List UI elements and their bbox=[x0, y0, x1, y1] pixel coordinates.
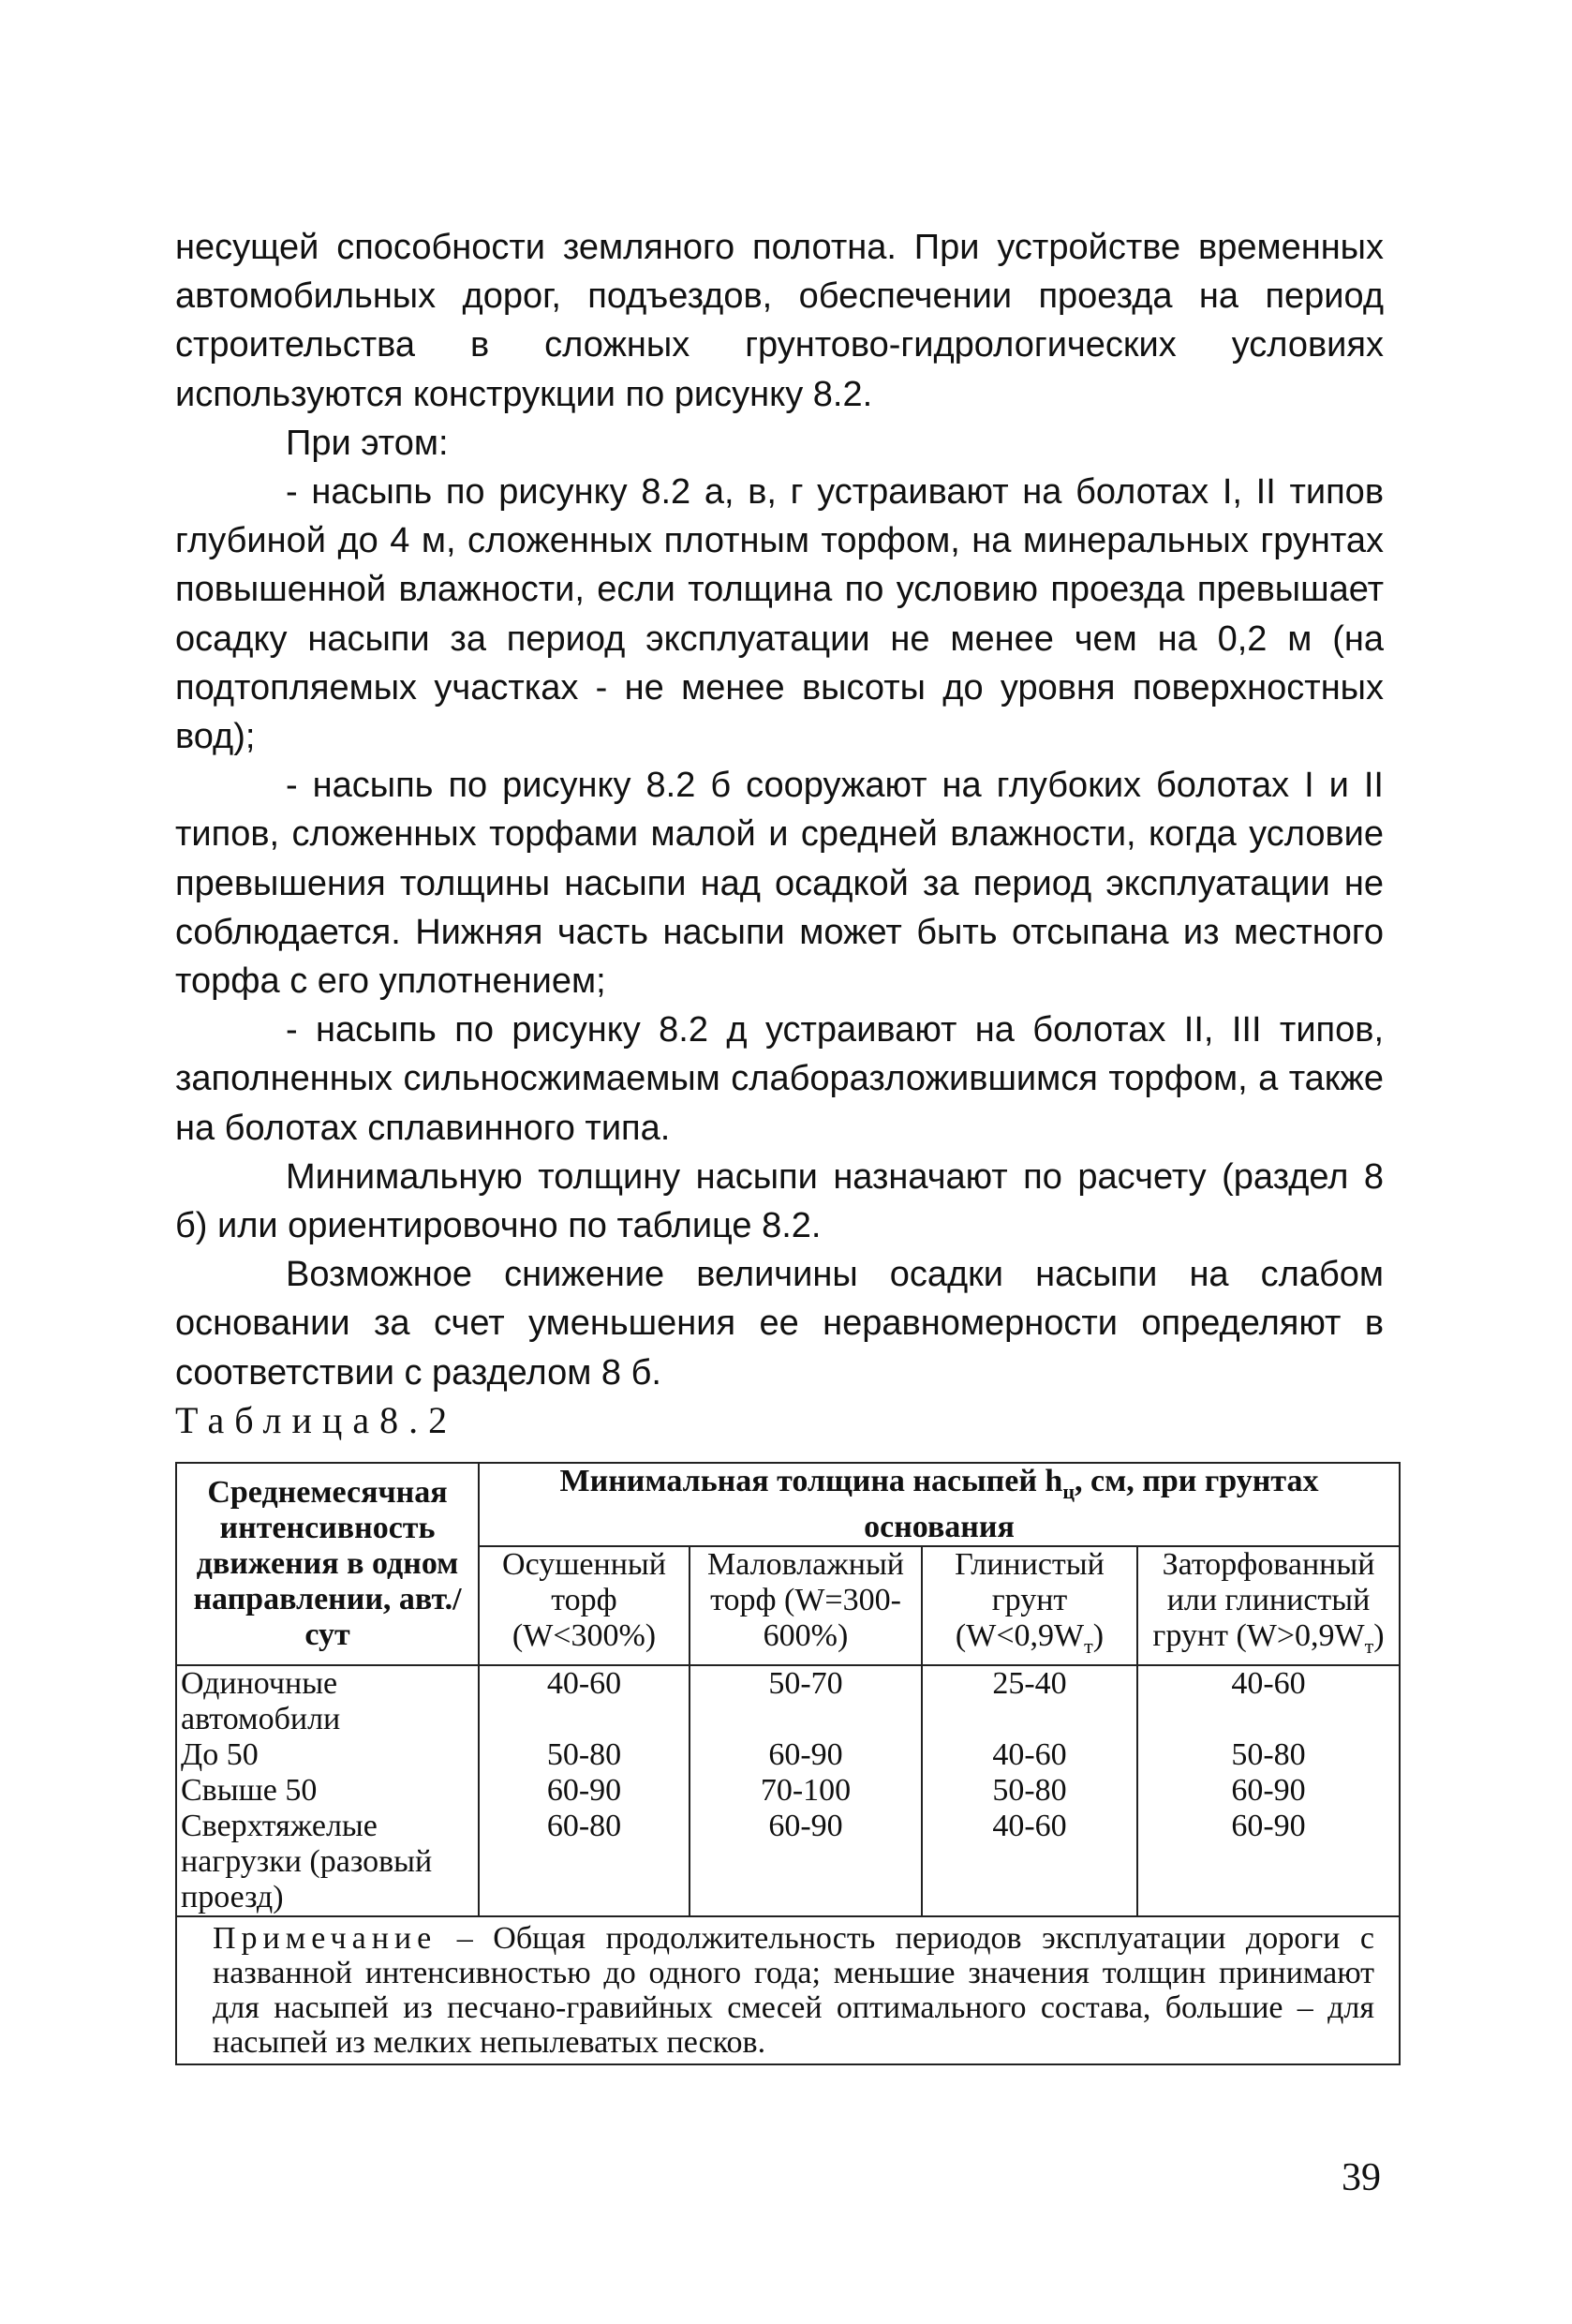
row-header-cell bbox=[176, 1463, 479, 1665]
col-header-clay-soil bbox=[922, 1546, 1137, 1665]
paragraph: Минимальную толщину насыпи назначают по расчету (раздел 8 б) или ориентировочно по таблице 8.2. bbox=[175, 1156, 1384, 1246]
paragraph: - насыпь по рисунку 8.2 б сооружают на глубоких болотах I и II типов, сложенных торфами малой и средней влажности, когда условие превышения толщины насыпи над осадкой за период эксплуатации не соблюдается. Нижняя часть насыпи может быть отсыпана из местного торфа с его уплотнением; bbox=[175, 766, 1384, 1002]
table-note bbox=[176, 1916, 1400, 2064]
table-cell: 40-60 bbox=[1231, 1665, 1306, 1701]
table-cell: 60-90 bbox=[768, 1808, 843, 1843]
group-header-tail: , см, при грунтах основания bbox=[864, 1464, 1319, 1544]
col-header-sub: т bbox=[1364, 1633, 1374, 1658]
table-cell: 60-90 bbox=[1231, 1808, 1306, 1843]
table-body-row bbox=[176, 1665, 1400, 1916]
table-cell-spacer bbox=[694, 1702, 917, 1737]
body-text bbox=[175, 223, 1384, 1397]
group-header-text: Минимальная толщина насыпей h bbox=[559, 1464, 1063, 1498]
table-cell: 40-60 bbox=[546, 1665, 622, 1701]
table-cell: 50-80 bbox=[992, 1772, 1067, 1808]
row-label: Одиночные автомобили bbox=[181, 1665, 341, 1736]
row-label: До 50 bbox=[181, 1736, 259, 1772]
table-cell-spacer bbox=[1142, 1702, 1395, 1737]
table-header-row bbox=[176, 1463, 1400, 1546]
values-col3 bbox=[922, 1665, 1137, 1916]
page-number: 39 bbox=[1342, 2156, 1381, 2199]
note-label: Примечание bbox=[213, 1920, 437, 1956]
table-note-row bbox=[176, 1916, 1400, 2064]
table-cell-spacer bbox=[483, 1702, 685, 1737]
table-cell: 50-70 bbox=[768, 1665, 843, 1701]
col-header-text: Глинистый грунт (W<0,9W bbox=[955, 1546, 1105, 1653]
col-header-end: ) bbox=[1373, 1617, 1385, 1653]
table-cell: 25-40 bbox=[992, 1665, 1067, 1701]
row-header-text: Среднемесячная интенсивность движения в одном направлении, авт./сут bbox=[193, 1475, 462, 1652]
col-header-peaty-soil bbox=[1137, 1546, 1400, 1665]
col-header-sub: т bbox=[1084, 1633, 1093, 1658]
table-cell-spacer bbox=[927, 1702, 1133, 1737]
data-table bbox=[175, 1462, 1401, 2065]
col-header-text: Маловлажный торф (W=300-600%) bbox=[707, 1546, 904, 1653]
table-cell: 70-100 bbox=[760, 1772, 852, 1808]
paragraph: При этом: bbox=[286, 423, 449, 463]
table-cell: 40-60 bbox=[992, 1808, 1067, 1843]
group-header-sub: ц bbox=[1062, 1479, 1075, 1503]
paragraph: несущей способности земляного полотна. При устройстве временных автомобильных дорог, подъездов, обеспечении проезда на период строительства в сложных грунтово-гидрологических условиях используются конструкции по рисунку 8.2. bbox=[175, 228, 1384, 414]
paragraph: - насыпь по рисунку 8.2 д устраивают на болотах II, III типов, заполненных сильносжимаемым слаборазложившимся торфом, а также на болотах сплавинного типа. bbox=[175, 1010, 1384, 1148]
values-col1 bbox=[479, 1665, 690, 1916]
table-caption: Таблица8.2 bbox=[175, 1399, 458, 1441]
values-col4 bbox=[1137, 1665, 1400, 1916]
row-label: Сверхтяжелые нагрузки (разовый проезд) bbox=[181, 1808, 433, 1914]
row-label-cell bbox=[176, 1665, 479, 1916]
table-cell: 60-90 bbox=[1231, 1772, 1306, 1808]
note-text: – Общая продолжительность периодов эксплуатации дороги с названной интенсивностью до одного года; меньшие значения толщин принимают для насыпей из песчано-гравийных смесей оптимального состава, большие – для насыпей из мелких непылеватых песков. bbox=[213, 1920, 1375, 2060]
group-header-cell bbox=[479, 1463, 1400, 1546]
table-cell: 60-80 bbox=[546, 1808, 622, 1843]
table-cell: 40-60 bbox=[992, 1736, 1067, 1772]
table-cell: 50-80 bbox=[546, 1736, 622, 1772]
col-header-dried-peat bbox=[479, 1546, 690, 1665]
values-col2 bbox=[690, 1665, 922, 1916]
paragraph: - насыпь по рисунку 8.2 а, в, г устраивают на болотах I, II типов глубиной до 4 м, сложенных плотным торфом, на минеральных грунтах повышенной влажности, если толщина по условию проезда превышает осадку насыпи за период эксплуатации не менее чем на 0,2 м (на подтопляемых участках - не менее высоты до уровня поверхностных вод); bbox=[175, 472, 1384, 757]
col-header-text: Осушенный торф (W<300%) bbox=[502, 1546, 666, 1653]
table-cell: 60-90 bbox=[546, 1772, 622, 1808]
col-header-text: Заторфованный или глинистый грунт (W>0,9W bbox=[1152, 1546, 1375, 1653]
col-header-low-moisture-peat bbox=[690, 1546, 922, 1665]
table-cell: 50-80 bbox=[1231, 1736, 1306, 1772]
row-label: Свыше 50 bbox=[181, 1772, 318, 1808]
col-header-end: ) bbox=[1092, 1617, 1105, 1653]
table-cell: 60-90 bbox=[768, 1736, 843, 1772]
paragraph: Возможное снижение величины осадки насыпи на слабом основании за счет уменьшения ее неравномерности определяют в соответствии с разделом 8 б. bbox=[175, 1255, 1384, 1393]
